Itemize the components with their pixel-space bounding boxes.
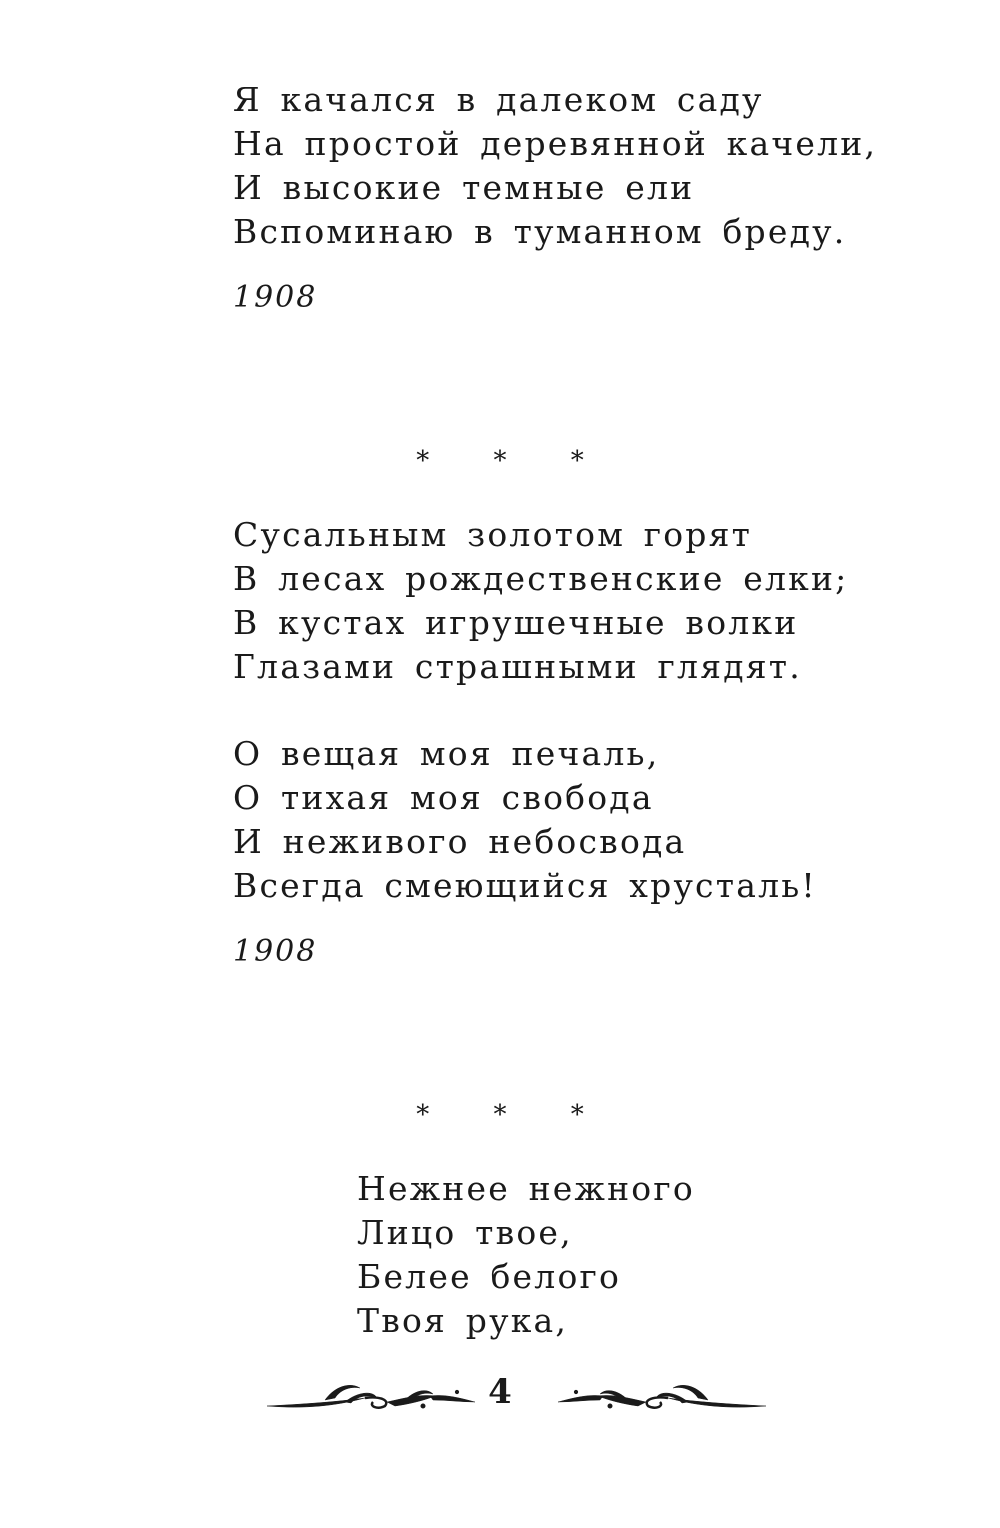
poem-2-stanza-1 bbox=[233, 513, 848, 689]
poem-line: Я качался в далеком саду bbox=[233, 80, 764, 119]
poem-line: В кустах игрушечные волки bbox=[233, 603, 799, 642]
poem-line: О тихая моя свобода bbox=[233, 778, 654, 817]
poem-line: И высокие темные ели bbox=[233, 168, 695, 207]
poem-1-year: 1908 bbox=[233, 280, 318, 315]
poem-2-year: 1908 bbox=[233, 934, 318, 969]
poem-line: Белее белого bbox=[357, 1257, 622, 1296]
poem-line: Вспоминаю в туманном бреду. bbox=[233, 212, 847, 251]
poem-line: На простой деревянной качели, bbox=[233, 124, 878, 163]
poem-line: И неживого небосвода bbox=[233, 822, 687, 861]
poem-line: Твоя рука, bbox=[357, 1301, 569, 1340]
poem-line: О вещая моя печаль, bbox=[233, 734, 660, 773]
poem-line: Лицо твое, bbox=[357, 1213, 573, 1252]
page-footer bbox=[0, 1370, 1000, 1420]
poem-3-stanza bbox=[357, 1167, 695, 1343]
poem-1-stanza bbox=[233, 78, 877, 254]
poem-line: Нежнее нежного bbox=[357, 1169, 695, 1208]
page-number: 4 bbox=[488, 1372, 512, 1412]
section-separator: * * * bbox=[416, 1100, 612, 1130]
poem-2-stanza-2 bbox=[233, 732, 817, 908]
poem-line: В лесах рождественские елки; bbox=[233, 559, 849, 598]
poem-line: Глазами страшными глядят. bbox=[233, 647, 802, 686]
section-separator: * * * bbox=[416, 446, 612, 476]
poem-line: Всегда смеющийся хрусталь! bbox=[233, 866, 817, 905]
poem-line: Сусальным золотом горят bbox=[233, 515, 753, 554]
flourish-right-icon bbox=[548, 1376, 768, 1416]
